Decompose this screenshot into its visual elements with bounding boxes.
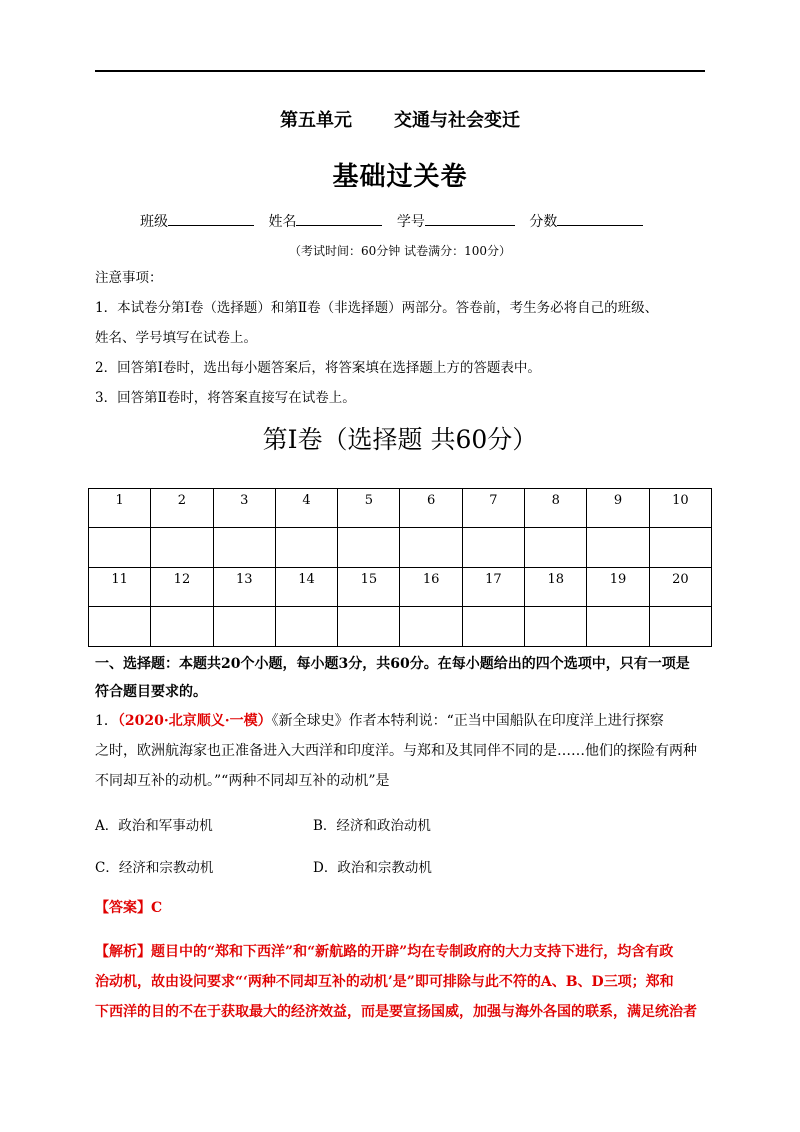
grid-answer-cell[interactable] <box>89 607 151 647</box>
grid-number-cell: 20 <box>649 568 711 607</box>
notes-heading: 注意事项： <box>95 270 163 286</box>
question-1-line <box>95 706 715 736</box>
grid-number-cell: 10 <box>649 489 711 528</box>
answer-grid <box>88 488 712 647</box>
grid-answer-cell[interactable] <box>400 607 462 647</box>
question-1 <box>95 706 715 796</box>
grid-answer-cell[interactable] <box>151 607 213 647</box>
grid-number-cell: 6 <box>400 489 462 528</box>
question-text: 《新全球史》作者本特利说：“正当中国船队在印度洋上进行探察 <box>271 713 664 729</box>
answer-label: 【答案】C <box>95 900 163 916</box>
grid-answer-cell[interactable] <box>462 528 524 568</box>
score-label: 分数 <box>529 214 558 230</box>
questions-heading-line: 符合题目要求的。 <box>95 684 207 700</box>
grid-number-cell: 3 <box>213 489 275 528</box>
grid-number-cell: 17 <box>462 568 524 607</box>
questions-heading-line: 一、选择题：本题共20个小题，每小题3分，共60分。在每小题给出的四个选项中，只有一项是 <box>95 656 690 672</box>
grid-answer-cell[interactable] <box>338 528 400 568</box>
notes-item: 姓名、学号填写在试卷上。 <box>95 330 257 346</box>
grid-answer-cell[interactable] <box>525 607 587 647</box>
grid-answer-cell[interactable] <box>213 607 275 647</box>
name-field[interactable] <box>296 211 382 226</box>
grid-answer-cell[interactable] <box>587 607 649 647</box>
id-field[interactable] <box>425 211 515 226</box>
grid-answer-cell[interactable] <box>400 528 462 568</box>
grid-number-cell: 1 <box>89 489 151 528</box>
grid-number-cell: 11 <box>89 568 151 607</box>
grid-number-cell: 8 <box>525 489 587 528</box>
option-a[interactable]: A．政治和军事动机 <box>95 818 213 834</box>
unit-label: 第五单元 <box>280 110 352 131</box>
analysis-line: 治动机，故由设问要求“‘两种不同却互补的动机’是”即可排除与此不符的A、B、D三项；郑和 <box>95 974 674 990</box>
grid-answer-cell[interactable] <box>275 528 337 568</box>
analysis <box>95 937 715 1027</box>
question-number: 1． <box>95 713 118 729</box>
question-1-line: 之时，欧洲航海家也正准备进入大西洋和印度洋。与郑和及其同伴不同的是……他们的探险有两种 <box>95 743 697 759</box>
grid-answer-cell[interactable] <box>587 528 649 568</box>
score-field[interactable] <box>557 211 643 226</box>
question-source: （2020·北京顺义·一模） <box>117 713 272 729</box>
grid-number-cell: 9 <box>587 489 649 528</box>
grid-number-cell: 14 <box>275 568 337 607</box>
option-b[interactable]: B．经济和政治动机 <box>313 818 431 834</box>
grid-answer-row <box>89 528 712 568</box>
grid-answer-cell[interactable] <box>338 607 400 647</box>
grid-number-row <box>89 568 712 607</box>
option-c[interactable]: C．经济和宗教动机 <box>95 860 214 876</box>
grid-number-cell: 2 <box>151 489 213 528</box>
grid-number-cell: 4 <box>275 489 337 528</box>
grid-number-cell: 13 <box>213 568 275 607</box>
grid-number-cell: 7 <box>462 489 524 528</box>
exam-info: （考试时间：60分钟 试卷满分：100分） <box>289 244 511 258</box>
header-rule <box>95 70 705 72</box>
id-label: 学号 <box>396 214 425 230</box>
section-title: 第Ⅰ卷（选择题 共60分） <box>262 425 538 454</box>
grid-number-cell: 12 <box>151 568 213 607</box>
notes-item: 2．回答第Ⅰ卷时，选出每小题答案后，将答案填在选择题上方的答题表中。 <box>95 360 541 376</box>
unit-title <box>0 106 800 132</box>
grid-answer-cell[interactable] <box>275 607 337 647</box>
class-label: 班级 <box>140 214 168 230</box>
analysis-line: 【解析】题目中的“郑和下西洋”和“新航路的开辟”均在专制政府的大力支持下进行，均含有政 <box>95 944 674 960</box>
grid-number-row <box>89 489 712 528</box>
option-d[interactable]: D．政治和宗教动机 <box>313 860 432 876</box>
grid-number-cell: 5 <box>338 489 400 528</box>
grid-answer-cell[interactable] <box>213 528 275 568</box>
grid-answer-cell[interactable] <box>649 528 711 568</box>
page-title: 基础过关卷 <box>332 162 468 192</box>
class-field[interactable] <box>168 211 254 226</box>
grid-number-cell: 16 <box>400 568 462 607</box>
questions-heading <box>95 650 715 706</box>
notes-item: 3．回答第Ⅱ卷时，将答案直接写在试卷上。 <box>95 390 356 406</box>
student-info-row <box>140 211 653 231</box>
grid-answer-cell[interactable] <box>89 528 151 568</box>
notes-item: 1．本试卷分第Ⅰ卷（选择题）和第Ⅱ卷（非选择题）两部分。答卷前，考生务必将自己的班级、 <box>95 300 659 316</box>
unit-topic: 交通与社会变迁 <box>394 110 520 131</box>
name-label: 姓名 <box>268 214 297 230</box>
grid-number-cell: 15 <box>338 568 400 607</box>
grid-answer-cell[interactable] <box>525 528 587 568</box>
grid-answer-cell[interactable] <box>462 607 524 647</box>
grid-number-cell: 19 <box>587 568 649 607</box>
question-1-line: 不同却互补的动机。”“两种不同却互补的动机”是 <box>95 773 390 789</box>
grid-answer-cell[interactable] <box>649 607 711 647</box>
analysis-line: 下西洋的目的不在于获取最大的经济效益，而是要宣扬国威，加强与海外各国的联系，满足统治者 <box>95 1004 697 1020</box>
grid-answer-row <box>89 607 712 647</box>
grid-answer-cell[interactable] <box>151 528 213 568</box>
grid-number-cell: 18 <box>525 568 587 607</box>
